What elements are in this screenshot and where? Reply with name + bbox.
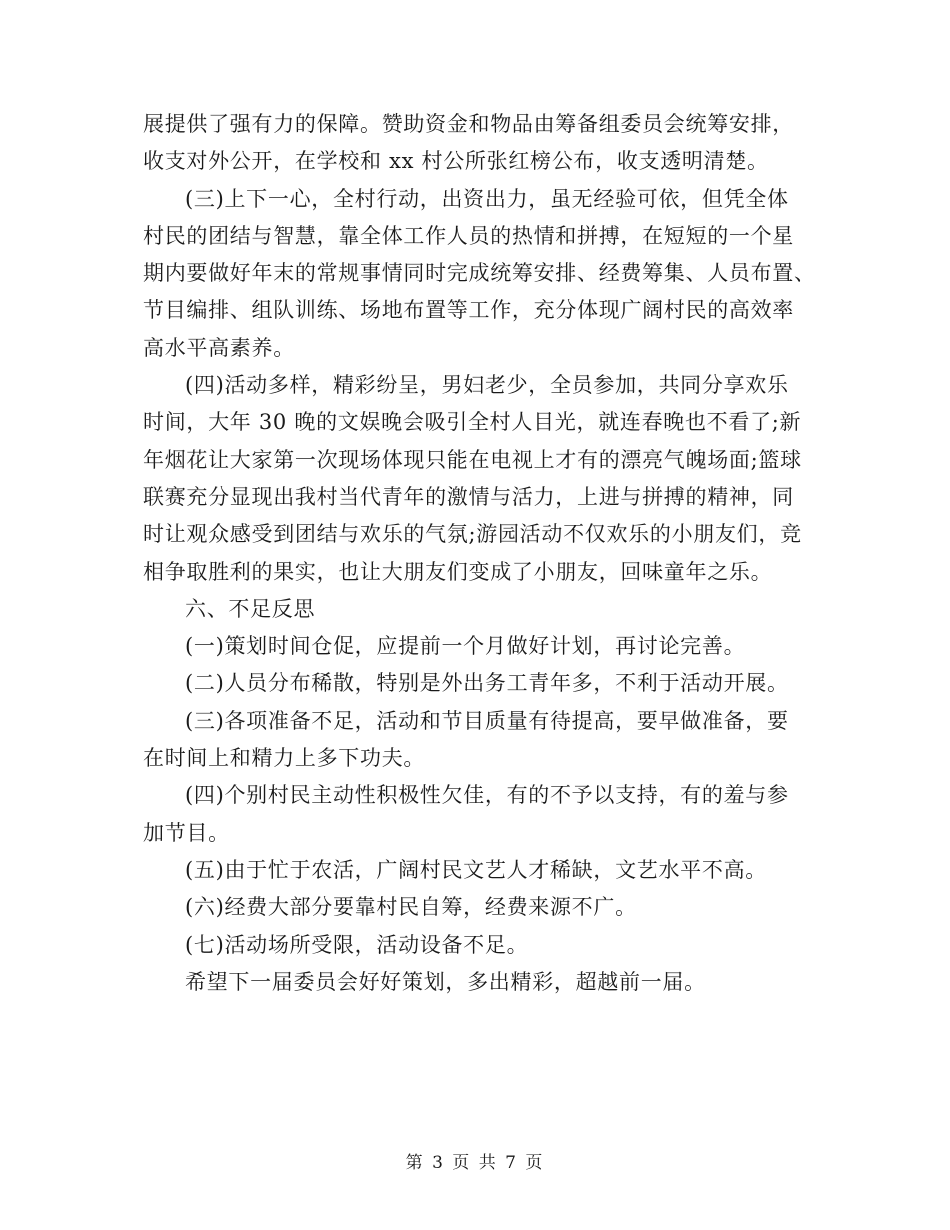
text-line: 节目编排、组队训练、场地布置等工作，充分体现广阔村民的高效率 bbox=[143, 298, 794, 323]
text-line: (四)活动多样，精彩纷呈，男妇老少，全员参加，共同分享欢乐 bbox=[185, 373, 789, 398]
document-body bbox=[143, 106, 816, 1001]
page-number: 第 3 页 共 7 页 bbox=[405, 1153, 545, 1173]
text-line: 期内要做好年末的常规事情同时完成统筹安排、经费筹集、人员布置、 bbox=[143, 261, 816, 286]
section-heading: 六、不足反思 bbox=[185, 596, 316, 621]
text-line: 村民的团结与智慧，靠全体工作人员的热情和拼搏，在短短的一个星 bbox=[143, 223, 794, 248]
text-line: 高水平高素养。 bbox=[143, 335, 295, 360]
text-line: 在时间上和精力上多下功夫。 bbox=[143, 746, 426, 771]
text-line: (三)上下一心，全村行动，出资出力，虽无经验可依，但凭全体 bbox=[185, 186, 789, 211]
text-line: (三)各项准备不足，活动和节目质量有待提高，要早做准备，要 bbox=[185, 708, 789, 733]
text-line: 展提供了强有力的保障。赞助资金和物品由筹备组委员会统筹安排， bbox=[143, 112, 794, 136]
text-line: (七)活动场所受限，活动设备不足。 bbox=[185, 932, 529, 957]
text-line: 时让观众感受到团结与欢乐的气氛;游园活动不仅欢乐的小朋友们，竞 bbox=[143, 522, 802, 547]
text-line: 相争取胜利的果实，也让大朋友们变成了小朋友，回味童年之乐。 bbox=[143, 559, 773, 584]
text-line: (六)经费大部分要靠村民自筹，经费来源不广。 bbox=[185, 895, 637, 920]
text-line: 联赛充分显现出我村当代青年的激情与活力，上进与拼搏的精神，同 bbox=[143, 484, 794, 509]
text-line: 希望下一届委员会好好策划，多出精彩，超越前一届。 bbox=[185, 969, 706, 994]
text-line: (四)个别村民主动性积极性欠佳，有的不予以支持，有的羞与参 bbox=[185, 783, 789, 808]
text-line: 年烟花让大家第一次现场体现只能在电视上才有的漂亮气魄场面;篮球 bbox=[143, 447, 802, 472]
text-line: 收支对外公开，在学校和 xx 村公所张红榜公布，收支透明清楚。 bbox=[143, 149, 769, 174]
text-line: (五)由于忙于农活，广阔村民文艺人才稀缺，文艺水平不高。 bbox=[185, 857, 767, 882]
text-line: 加节目。 bbox=[143, 820, 230, 845]
text-line: 时间，大年 30 晚的文娱晚会吸引全村人目光，就连春晚也不看了;新 bbox=[143, 410, 802, 435]
text-line: (一)策划时间仓促，应提前一个月做好计划，再讨论完善。 bbox=[185, 634, 746, 659]
text-line: (二)人员分布稀散，特别是外出务工青年多，不利于活动开展。 bbox=[185, 671, 789, 696]
